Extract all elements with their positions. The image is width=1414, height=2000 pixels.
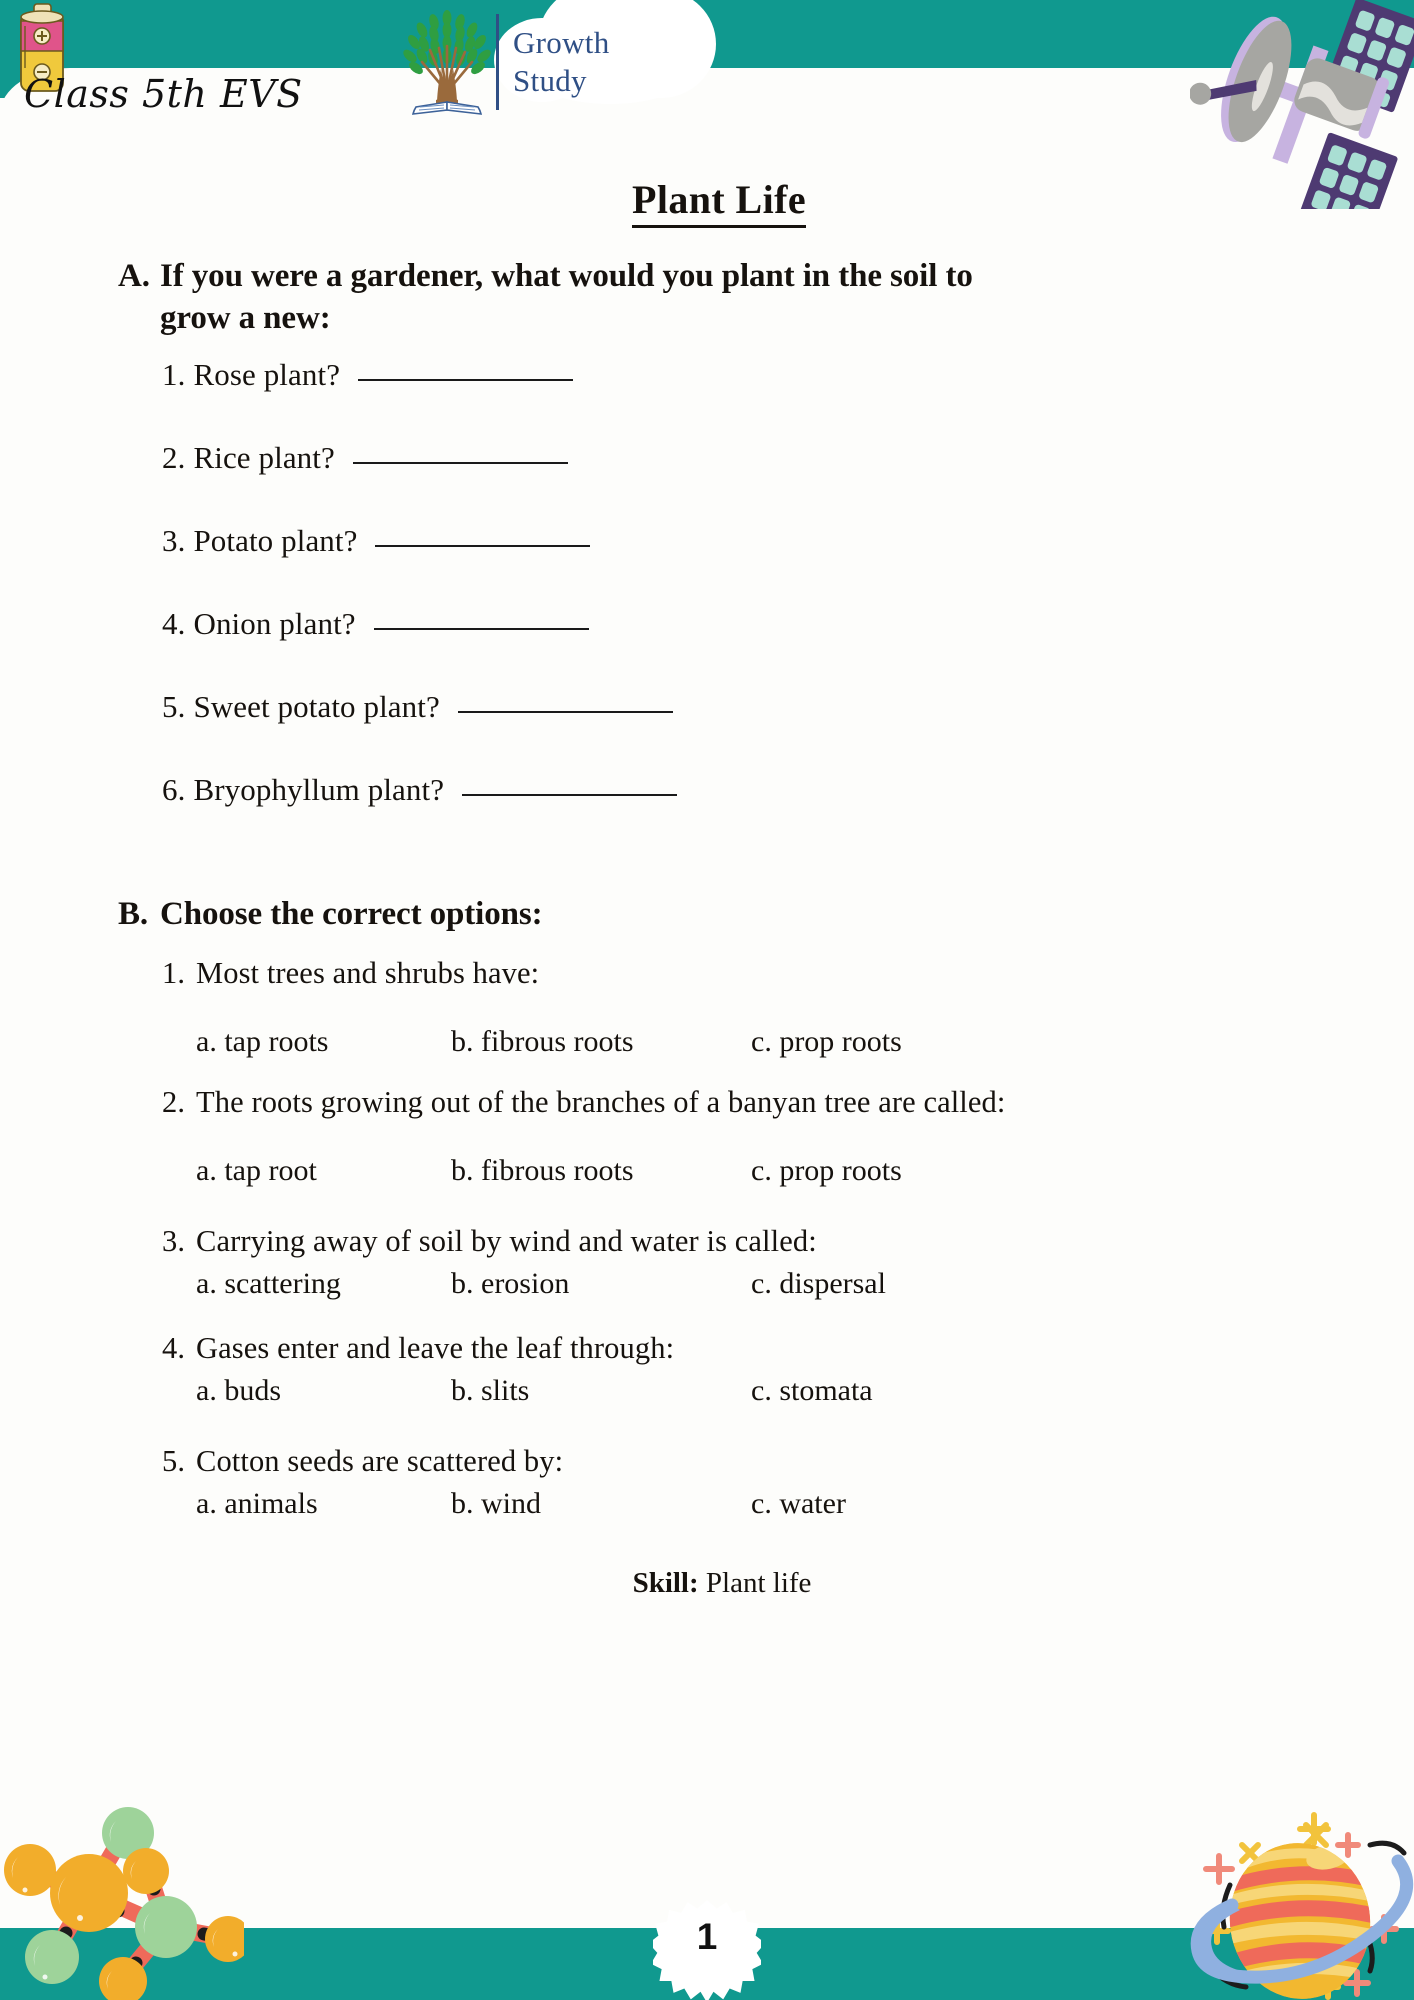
question-text: Cotton seeds are scattered by: — [196, 1443, 564, 1478]
mcq-options — [162, 1025, 1354, 1059]
question-text: Onion plant? — [193, 606, 356, 642]
question-text: Rose plant? — [193, 357, 341, 393]
tree-on-book-icon — [400, 6, 494, 118]
answer-blank[interactable] — [374, 627, 589, 630]
brand-name-line2: Study — [513, 63, 587, 98]
mcq-question — [162, 1224, 1354, 1259]
worksheet-content — [0, 150, 1414, 1600]
section-b-letter: B. — [118, 896, 149, 933]
mcq-option-c[interactable]: c. prop roots — [751, 1153, 902, 1187]
fill-in-row — [162, 357, 1354, 440]
mcq-question — [162, 1444, 1354, 1479]
mcq-option-b[interactable]: b. slits — [451, 1373, 530, 1407]
fill-in-row — [162, 772, 1354, 855]
mcq-option-c[interactable]: c. prop roots — [751, 1024, 902, 1058]
section-a-heading — [118, 255, 1354, 339]
mcq-block — [162, 1085, 1354, 1188]
section-b-title: Choose the correct options: — [160, 896, 543, 933]
mcq-block — [162, 1224, 1354, 1301]
section-b-question-list — [118, 956, 1354, 1521]
planet-icon — [1170, 1773, 1414, 2000]
section-a-question-list — [118, 357, 1354, 855]
question-number: 6. — [162, 772, 186, 808]
answer-blank[interactable] — [375, 544, 590, 547]
question-text: Gases enter and leave the leaf through: — [196, 1330, 675, 1365]
mcq-options — [162, 1374, 1354, 1408]
question-number: 5. — [162, 1443, 186, 1478]
question-number: 4. — [162, 1330, 186, 1365]
question-text: Rice plant? — [193, 440, 335, 476]
skill-label: Skill: — [632, 1566, 699, 1599]
question-number: 2. — [162, 440, 186, 476]
question-number: 2. — [162, 1084, 186, 1119]
question-number: 5. — [162, 689, 186, 725]
page-number: 1 — [696, 1916, 718, 1957]
fill-in-row — [162, 606, 1354, 689]
mcq-option-a[interactable]: a. buds — [196, 1373, 281, 1407]
mcq-option-c[interactable]: c. water — [751, 1486, 846, 1520]
question-text: Carrying away of soil by wind and water is called: — [196, 1223, 817, 1258]
class-label-text: Class 5th EVS — [24, 72, 303, 116]
mcq-option-a[interactable]: a. tap root — [196, 1153, 317, 1187]
question-number: 1. — [162, 357, 186, 393]
brand-logo — [400, 4, 700, 120]
section-a-letter: A. — [118, 258, 150, 294]
page-number-badge — [653, 1900, 761, 2000]
brand-name-line1: Growth — [513, 25, 610, 61]
mcq-block — [162, 1444, 1354, 1521]
section-a — [0, 255, 1414, 855]
question-text: Bryophyllum plant? — [193, 772, 445, 808]
answer-blank[interactable] — [462, 793, 677, 796]
satellite-icon — [1190, 0, 1414, 214]
question-number: 4. — [162, 606, 186, 642]
fill-in-row — [162, 689, 1354, 772]
question-text: The roots growing out of the branches of a banyan tree are called: — [196, 1084, 1006, 1119]
mcq-option-a[interactable]: a. animals — [196, 1486, 318, 1520]
mcq-question — [162, 956, 1354, 991]
answer-blank[interactable] — [458, 710, 673, 713]
fill-in-row — [162, 523, 1354, 606]
mcq-options — [162, 1154, 1354, 1188]
answer-blank[interactable] — [358, 378, 573, 381]
mcq-question — [162, 1331, 1354, 1366]
mcq-block — [162, 956, 1354, 1059]
section-b-heading — [118, 893, 1354, 935]
section-b — [0, 893, 1414, 1520]
logo-divider — [496, 14, 499, 110]
answer-blank[interactable] — [353, 461, 568, 464]
question-text: Most trees and shrubs have: — [196, 955, 540, 990]
question-number: 1. — [162, 955, 186, 990]
class-label — [24, 72, 303, 116]
question-number: 3. — [162, 523, 186, 559]
mcq-option-b[interactable]: b. fibrous roots — [451, 1153, 634, 1187]
molecule-icon — [0, 1785, 244, 2000]
mcq-options — [162, 1487, 1354, 1521]
skill-value: Plant life — [705, 1566, 812, 1599]
mcq-block — [162, 1331, 1354, 1408]
mcq-option-b[interactable]: b. fibrous roots — [451, 1024, 634, 1058]
skill-line — [0, 1567, 1414, 1600]
mcq-option-a[interactable]: a. tap roots — [196, 1024, 329, 1058]
mcq-option-a[interactable]: a. scattering — [196, 1266, 341, 1300]
mcq-option-b[interactable]: b. erosion — [451, 1266, 570, 1300]
mcq-option-c[interactable]: c. dispersal — [751, 1266, 886, 1300]
mcq-options — [162, 1267, 1354, 1301]
question-text: Sweet potato plant? — [193, 689, 440, 725]
brand-name — [513, 24, 610, 100]
mcq-option-c[interactable]: c. stomata — [751, 1373, 873, 1407]
section-a-title: If you were a gardener, what would you plant in the soil to grow a new: — [160, 258, 973, 337]
fill-in-row — [162, 440, 1354, 523]
mcq-option-b[interactable]: b. wind — [451, 1486, 541, 1520]
mcq-question — [162, 1085, 1354, 1120]
question-text: Potato plant? — [193, 523, 358, 559]
question-number: 3. — [162, 1223, 186, 1258]
page-title-text: Plant Life — [632, 177, 806, 228]
